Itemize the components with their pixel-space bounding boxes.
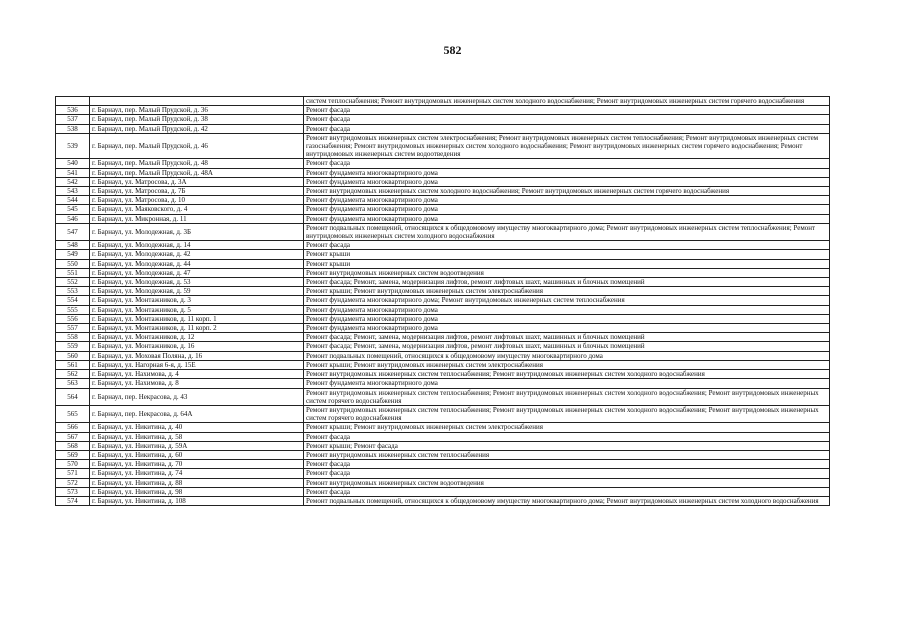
row-number-cell: 545 (56, 205, 90, 214)
table-row (56, 106, 830, 115)
address-cell: г. Барнаул, ул. Никитина, д. 70 (90, 460, 304, 469)
table-row (56, 441, 830, 450)
work-type-cell: Ремонт фасада; Ремонт, замена, модернизация лифтов, ремонт лифтовых шахт, машинных и блочных помещений (304, 278, 830, 287)
row-number-cell: 572 (56, 478, 90, 487)
table-row (56, 423, 830, 432)
table-row (56, 196, 830, 205)
address-cell: г. Барнаул, пер. Малый Прудской, д. 48А (90, 168, 304, 177)
address-cell: г. Барнаул, ул. Никитина, д. 74 (90, 469, 304, 478)
row-number-cell: 573 (56, 487, 90, 496)
table-row (56, 159, 830, 168)
table-row (56, 379, 830, 388)
address-cell: г. Барнаул, ул. Молодежная, д. 3Б (90, 223, 304, 240)
address-cell: г. Барнаул, ул. Молодежная, д. 47 (90, 268, 304, 277)
address-cell: г. Барнаул, ул. Молодежная, д. 53 (90, 278, 304, 287)
work-type-cell: Ремонт фундамента многоквартирного дома (304, 205, 830, 214)
table-row (56, 259, 830, 268)
address-cell: г. Барнаул, пер. Некрасова, д. 43 (90, 388, 304, 405)
address-cell: г. Барнаул, ул. Матросова, д. 7Б (90, 187, 304, 196)
work-type-cell: Ремонт фундамента многоквартирного дома (304, 168, 830, 177)
row-number-cell: 546 (56, 214, 90, 223)
row-number-cell: 561 (56, 360, 90, 369)
table-row (56, 460, 830, 469)
row-number-cell: 562 (56, 370, 90, 379)
row-number-cell: 570 (56, 460, 90, 469)
table-row (56, 450, 830, 459)
address-cell: г. Барнаул, пер. Малый Прудской, д. 42 (90, 124, 304, 133)
row-number-cell: 542 (56, 177, 90, 186)
address-cell: г. Барнаул, пер. Малый Прудской, д. 48 (90, 159, 304, 168)
address-cell: г. Барнаул, ул. Маяковского, д. 4 (90, 205, 304, 214)
row-number-cell: 547 (56, 223, 90, 240)
work-type-cell: Ремонт крыши; Ремонт внутридомовых инженерных систем электроснабжения (304, 287, 830, 296)
address-cell: г. Барнаул, ул. Матросова, д. 3А (90, 177, 304, 186)
table-row (56, 360, 830, 369)
row-number-cell: 536 (56, 106, 90, 115)
row-number-cell: 565 (56, 405, 90, 422)
address-cell: г. Барнаул, ул. Монтажников, д. 11 корп. 1 (90, 314, 304, 323)
work-type-cell: Ремонт внутридомовых инженерных систем теплоснабжения; Ремонт внутридомовых инженерных систем холодного водоснабжения; Ремонт внутридомовых инженерных систем горячего водоснабжения (304, 388, 830, 405)
work-type-cell: Ремонт фасада (304, 460, 830, 469)
row-number-cell: 556 (56, 314, 90, 323)
row-number-cell: 571 (56, 469, 90, 478)
row-number-cell: 560 (56, 351, 90, 360)
repair-table-body (56, 97, 830, 506)
work-type-cell: Ремонт фасада (304, 487, 830, 496)
work-type-cell: систем теплоснабжения; Ремонт внутридомовых инженерных систем холодного водоснабжения; Ремонт внутридомовых инженерных систем горячего водоснабжения (304, 97, 830, 106)
address-cell: г. Барнаул, ул. Молодежная, д. 59 (90, 287, 304, 296)
address-cell: г. Барнаул, ул. Моховая Поляна, д. 16 (90, 351, 304, 360)
table-row (56, 333, 830, 342)
address-cell: г. Барнаул, ул. Никитина, д. 59А (90, 441, 304, 450)
row-number-cell (56, 97, 90, 106)
table-row (56, 287, 830, 296)
work-type-cell: Ремонт фасада (304, 469, 830, 478)
work-type-cell: Ремонт фасада (304, 241, 830, 250)
address-cell: г. Барнаул, ул. Никитина, д. 108 (90, 496, 304, 505)
work-type-cell: Ремонт фундамента многоквартирного дома (304, 379, 830, 388)
work-type-cell: Ремонт фундамента многоквартирного дома (304, 305, 830, 314)
address-cell: г. Барнаул, ул. Нагорная 6-я, д. 15Е (90, 360, 304, 369)
row-number-cell: 550 (56, 259, 90, 268)
address-cell: г. Барнаул, ул. Монтажников, д. 5 (90, 305, 304, 314)
work-type-cell: Ремонт подвальных помещений, относящихся к общедомовому имуществу многоквартирного дома (304, 351, 830, 360)
work-type-cell: Ремонт крыши (304, 250, 830, 259)
address-cell: г. Барнаул, ул. Молодежная, д. 44 (90, 259, 304, 268)
address-cell: г. Барнаул, ул. Никитина, д. 60 (90, 450, 304, 459)
address-cell: г. Барнаул, ул. Никитина, д. 40 (90, 423, 304, 432)
work-type-cell: Ремонт фундамента многоквартирного дома (304, 214, 830, 223)
table-row (56, 214, 830, 223)
row-number-cell: 568 (56, 441, 90, 450)
table-row (56, 97, 830, 106)
row-number-cell: 552 (56, 278, 90, 287)
work-type-cell: Ремонт внутридомовых инженерных систем водоотведения (304, 268, 830, 277)
table-row (56, 187, 830, 196)
row-number-cell: 543 (56, 187, 90, 196)
row-number-cell: 548 (56, 241, 90, 250)
table-row (56, 133, 830, 159)
table-row (56, 469, 830, 478)
row-number-cell: 569 (56, 450, 90, 459)
row-number-cell: 559 (56, 342, 90, 351)
table-row (56, 223, 830, 240)
work-type-cell: Ремонт крыши; Ремонт внутридомовых инженерных систем электроснабжения (304, 360, 830, 369)
table-row (56, 478, 830, 487)
row-number-cell: 549 (56, 250, 90, 259)
table-row (56, 205, 830, 214)
address-cell: г. Барнаул, пер. Малый Прудской, д. 38 (90, 115, 304, 124)
work-type-cell: Ремонт фундамента многоквартирного дома; Ремонт внутридомовых инженерных систем теплоснабжения (304, 296, 830, 305)
work-type-cell: Ремонт фасада (304, 124, 830, 133)
address-cell: г. Барнаул, пер. Малый Прудской, д. 36 (90, 106, 304, 115)
row-number-cell: 539 (56, 133, 90, 159)
row-number-cell: 567 (56, 432, 90, 441)
address-cell: г. Барнаул, ул. Никитина, д. 58 (90, 432, 304, 441)
row-number-cell: 540 (56, 159, 90, 168)
work-type-cell: Ремонт крыши; Ремонт внутридомовых инженерных систем электроснабжения (304, 423, 830, 432)
address-cell: г. Барнаул, ул. Монтажников, д. 16 (90, 342, 304, 351)
address-cell: г. Барнаул, ул. Монтажников, д. 11 корп. 2 (90, 324, 304, 333)
row-number-cell: 566 (56, 423, 90, 432)
work-type-cell: Ремонт фасада; Ремонт, замена, модернизация лифтов, ремонт лифтовых шахт, машинных и блочных помещений (304, 342, 830, 351)
table-row (56, 432, 830, 441)
table-row (56, 168, 830, 177)
work-type-cell: Ремонт внутридомовых инженерных систем холодного водоснабжения; Ремонт внутридомовых инженерных систем горячего водоснабжения (304, 187, 830, 196)
work-type-cell: Ремонт внутридомовых инженерных систем теплоснабжения (304, 450, 830, 459)
work-type-cell: Ремонт фасада (304, 159, 830, 168)
work-type-cell: Ремонт внутридомовых инженерных систем водоотведения (304, 478, 830, 487)
table-row (56, 487, 830, 496)
row-number-cell: 563 (56, 379, 90, 388)
row-number-cell: 558 (56, 333, 90, 342)
table-row (56, 115, 830, 124)
address-cell: г. Барнаул, ул. Молодежная, д. 14 (90, 241, 304, 250)
work-type-cell: Ремонт фасада (304, 106, 830, 115)
work-type-cell: Ремонт внутридомовых инженерных систем электроснабжения; Ремонт внутридомовых инженерных систем теплоснабжения; Ремонт внутридомовых инженерных систем газоснабжения; Ремонт внутридомовых инженерных систем холодного водоснабжения; Ремонт внутридомовых инженерных систем горячего водоснабжения; Ремонт внутридомовых инженерных систем водоотведения (304, 133, 830, 159)
address-cell: г. Барнаул, ул. Монтажников, д. 12 (90, 333, 304, 342)
table-row (56, 405, 830, 422)
address-cell (90, 97, 304, 106)
table-row (56, 370, 830, 379)
address-cell: г. Барнаул, ул. Микронная, д. 11 (90, 214, 304, 223)
table-row (56, 496, 830, 505)
table-row (56, 351, 830, 360)
address-cell: г. Барнаул, ул. Нахимова, д. 4 (90, 370, 304, 379)
row-number-cell: 544 (56, 196, 90, 205)
row-number-cell: 537 (56, 115, 90, 124)
table-row (56, 268, 830, 277)
repair-table (55, 96, 830, 506)
row-number-cell: 553 (56, 287, 90, 296)
table-row (56, 278, 830, 287)
work-type-cell: Ремонт фасада (304, 432, 830, 441)
table-row (56, 388, 830, 405)
work-type-cell: Ремонт фундамента многоквартирного дома (304, 314, 830, 323)
work-type-cell: Ремонт крыши (304, 259, 830, 268)
work-type-cell: Ремонт подвальных помещений, относящихся к общедомовому имуществу многоквартирного дома; Ремонт внутридомовых инженерных систем теплоснабжения; Ремонт внутридомовых инженерных систем холодного водоснабжения (304, 223, 830, 240)
address-cell: г. Барнаул, пер. Некрасова, д. 64А (90, 405, 304, 422)
address-cell: г. Барнаул, ул. Молодежная, д. 42 (90, 250, 304, 259)
table-row (56, 250, 830, 259)
table-row (56, 177, 830, 186)
work-type-cell: Ремонт фасада (304, 115, 830, 124)
table-row (56, 342, 830, 351)
work-type-cell: Ремонт подвальных помещений, относящихся к общедомовому имуществу многоквартирного дома; Ремонт внутридомовых инженерных систем холодного водоснабжения (304, 496, 830, 505)
address-cell: г. Барнаул, ул. Никитина, д. 88 (90, 478, 304, 487)
table-row (56, 324, 830, 333)
address-cell: г. Барнаул, ул. Монтажников, д. 3 (90, 296, 304, 305)
row-number-cell: 555 (56, 305, 90, 314)
table-row (56, 241, 830, 250)
address-cell: г. Барнаул, ул. Матросова, д. 10 (90, 196, 304, 205)
work-type-cell: Ремонт фундамента многоквартирного дома (304, 177, 830, 186)
table-row (56, 305, 830, 314)
table-row (56, 314, 830, 323)
row-number-cell: 551 (56, 268, 90, 277)
work-type-cell: Ремонт фасада; Ремонт, замена, модернизация лифтов, ремонт лифтовых шахт, машинных и блочных помещений (304, 333, 830, 342)
row-number-cell: 554 (56, 296, 90, 305)
work-type-cell: Ремонт внутридомовых инженерных систем теплоснабжения; Ремонт внутридомовых инженерных систем холодного водоснабжения; Ремонт внутридомовых инженерных систем горячего водоснабжения (304, 405, 830, 422)
address-cell: г. Барнаул, ул. Никитина, д. 98 (90, 487, 304, 496)
work-type-cell: Ремонт фундамента многоквартирного дома (304, 324, 830, 333)
page-number: 582 (443, 43, 462, 57)
row-number-cell: 557 (56, 324, 90, 333)
row-number-cell: 541 (56, 168, 90, 177)
address-cell: г. Барнаул, ул. Нахимова, д. 8 (90, 379, 304, 388)
table-row (56, 124, 830, 133)
address-cell: г. Барнаул, пер. Малый Прудской, д. 46 (90, 133, 304, 159)
row-number-cell: 538 (56, 124, 90, 133)
work-type-cell: Ремонт крыши; Ремонт фасада (304, 441, 830, 450)
row-number-cell: 564 (56, 388, 90, 405)
row-number-cell: 574 (56, 496, 90, 505)
table-row (56, 296, 830, 305)
work-type-cell: Ремонт фундамента многоквартирного дома (304, 196, 830, 205)
work-type-cell: Ремонт внутридомовых инженерных систем теплоснабжения; Ремонт внутридомовых инженерных систем холодного водоснабжения (304, 370, 830, 379)
